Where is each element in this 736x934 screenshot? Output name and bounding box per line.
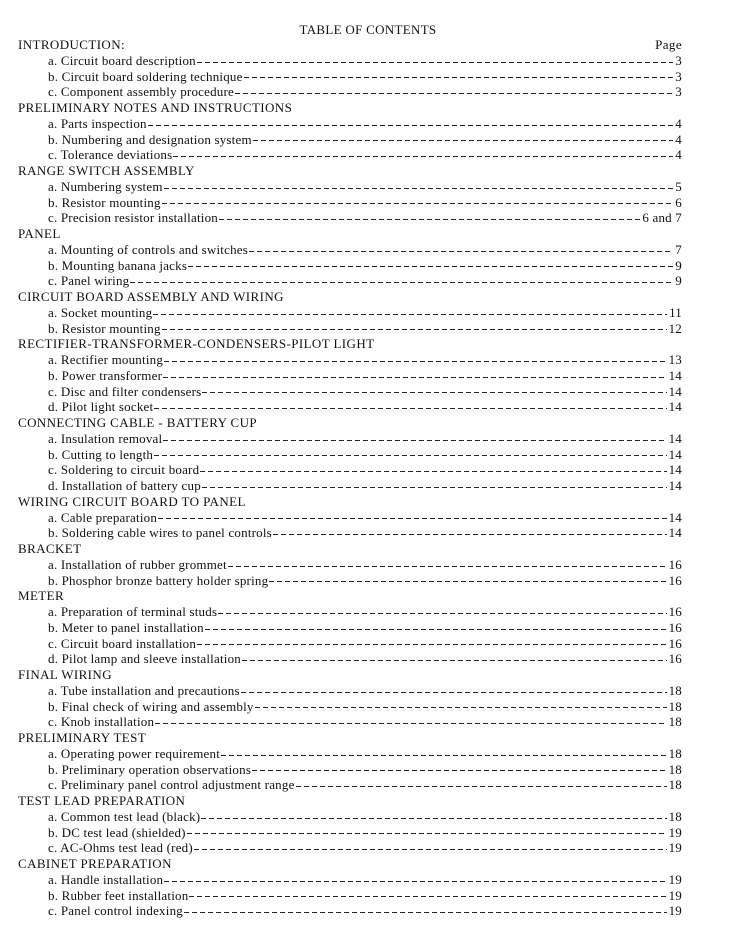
entry-label: c. AC-Ohms test lead (red) (48, 840, 193, 856)
entry-page-number: 3 (675, 52, 682, 68)
dash-leader (205, 629, 667, 630)
dash-leader (164, 188, 674, 189)
section-title: METER (18, 588, 65, 604)
toc-entry[interactable] (18, 195, 682, 211)
section-heading (18, 541, 682, 557)
dash-leader (194, 849, 667, 850)
dash-leader (201, 818, 666, 819)
entry-label: b. Soldering cable wires to panel controls (48, 525, 272, 541)
toc-entry[interactable] (18, 273, 682, 289)
entry-label: b. Phosphor bronze battery holder spring (48, 572, 269, 588)
dash-leader (235, 93, 673, 94)
toc-entry[interactable] (18, 69, 682, 85)
entry-label: c. Soldering to circuit board (48, 462, 200, 478)
dash-leader (202, 392, 666, 393)
entry-label: a. Mounting of controls and switches (48, 241, 249, 257)
entry-label: a. Rectifier mounting (48, 352, 164, 367)
toc-entry[interactable] (18, 352, 682, 368)
toc-entry[interactable] (18, 147, 682, 163)
entry-label: a. Cable preparation (48, 509, 158, 525)
entry-label: b. Preliminary operation observations (48, 761, 252, 777)
toc-entry[interactable] (18, 84, 682, 100)
entry-page-number: 18 (668, 808, 682, 824)
section-title: CIRCUIT BOARD ASSEMBLY AND WIRING (18, 289, 284, 304)
toc-entry[interactable] (18, 399, 682, 415)
section-title: BRACKET (18, 541, 82, 556)
entry-page-number: 7 (675, 241, 682, 257)
toc-entry[interactable] (18, 557, 682, 573)
entry-label: c. Panel control indexing (48, 903, 183, 919)
entry-page-number: 14 (668, 525, 682, 541)
toc-entry[interactable] (18, 447, 682, 463)
entry-label: a. Parts inspection (48, 115, 147, 131)
section-title: WIRING CIRCUIT BOARD TO PANEL (18, 493, 246, 509)
entry-page-number: 4 (675, 131, 682, 147)
toc-entry[interactable] (18, 462, 682, 478)
entry-page-number: 14 (668, 399, 682, 415)
entry-page-number: 18 (668, 761, 682, 777)
dash-leader (197, 62, 673, 63)
toc-entry[interactable] (18, 604, 682, 620)
dash-leader (221, 755, 667, 756)
toc-entry[interactable] (18, 872, 682, 888)
dash-leader (252, 770, 667, 771)
entry-page-number: 19 (668, 887, 682, 903)
toc-entry[interactable] (18, 746, 682, 762)
toc-entry[interactable] (18, 777, 682, 793)
section-heading (18, 667, 682, 683)
section-title: CONNECTING CABLE - BATTERY CUP (18, 415, 258, 430)
entry-label: b. Resistor mounting (48, 194, 161, 210)
dash-leader (154, 455, 666, 456)
page-column-header: Page (655, 37, 682, 52)
entry-page-number: 16 (668, 604, 682, 619)
entry-label: a. Handle installation (48, 871, 164, 887)
toc-entry[interactable] (18, 510, 682, 526)
dash-leader (163, 377, 666, 378)
section-heading (18, 793, 682, 809)
entry-label: a. Common test lead (black) (48, 808, 201, 824)
entry-label: c. Knob installation (48, 714, 155, 730)
toc-entry[interactable] (18, 809, 682, 825)
toc-entry[interactable] (18, 840, 682, 856)
toc-entry[interactable] (18, 384, 682, 400)
entry-label: d. Installation of battery cup (48, 478, 201, 493)
toc-entry[interactable] (18, 305, 682, 321)
entry-page-number: 16 (668, 635, 682, 651)
entry-page-number: 16 (668, 651, 682, 667)
section-title: CABINET PREPARATION (18, 856, 172, 871)
dash-leader (244, 77, 674, 78)
section-heading (18, 226, 682, 242)
entry-page-number: 18 (668, 682, 682, 698)
section-title: PRELIMINARY NOTES AND INSTRUCTIONS (18, 100, 293, 115)
dash-leader (130, 282, 673, 283)
dash-leader (189, 896, 666, 897)
toc-entry[interactable] (18, 368, 682, 384)
entry-label: b. Resistor mounting (48, 320, 161, 336)
dash-leader (228, 566, 667, 567)
dash-leader (241, 692, 667, 693)
dash-leader (162, 329, 667, 330)
dash-leader (158, 518, 667, 519)
entry-label: b. Cutting to length (48, 446, 154, 462)
toc-entry[interactable] (18, 179, 682, 195)
entry-label: c. Panel wiring (48, 273, 130, 289)
entry-label: a. Installation of rubber grommet (48, 556, 227, 572)
entry-page-number: 18 (668, 745, 682, 761)
toc-entry[interactable] (18, 636, 682, 652)
entry-label: a. Socket mounting (48, 304, 153, 320)
entry-page-number: 14 (668, 462, 682, 478)
entry-label: a. Circuit board description (48, 52, 196, 68)
dash-leader (153, 314, 667, 315)
entry-page-number: 13 (668, 352, 682, 367)
entry-page-number: 19 (668, 903, 682, 919)
dash-leader (200, 471, 666, 472)
toc-entry[interactable] (18, 903, 682, 919)
entry-label: b. Circuit board soldering technique (48, 68, 243, 84)
toc-entry[interactable] (18, 321, 682, 337)
entry-page-number: 19 (668, 824, 682, 840)
section-title: RANGE SWITCH ASSEMBLY (18, 163, 195, 178)
entry-label: b. Mounting banana jacks (48, 257, 188, 273)
section-heading (18, 494, 682, 510)
dash-leader (154, 408, 666, 409)
entry-page-number: 9 (675, 273, 682, 289)
dash-leader (218, 613, 666, 614)
entry-label: c. Disc and filter condensers (48, 383, 202, 399)
entry-label: b. Power transformer (48, 367, 163, 383)
dash-leader (296, 786, 667, 787)
entry-page-number: 14 (668, 478, 682, 493)
toc-entry[interactable] (18, 210, 682, 226)
dash-leader (188, 266, 673, 267)
entry-label: c. Circuit board installation (48, 635, 197, 651)
section-title: FINAL WIRING (18, 667, 112, 682)
entry-page-number: 14 (668, 446, 682, 462)
entry-page-number: 6 (675, 194, 682, 210)
toc-entry[interactable] (18, 116, 682, 132)
toc-entry[interactable] (18, 258, 682, 274)
dash-leader (148, 125, 674, 126)
dash-leader (155, 723, 666, 724)
entry-page-number: 16 (668, 619, 682, 635)
section-title: INTRODUCTION: (18, 37, 126, 52)
section-heading (18, 100, 682, 116)
dash-leader (249, 251, 673, 252)
entry-page-number: 18 (668, 714, 682, 730)
toc-entry[interactable] (18, 573, 682, 589)
toc-entry[interactable] (18, 620, 682, 636)
toc-entry[interactable] (18, 683, 682, 699)
entry-page-number: 19 (668, 840, 682, 856)
dash-leader (219, 219, 640, 220)
dash-leader (163, 440, 666, 441)
toc-entry[interactable] (18, 714, 682, 730)
entry-page-number: 9 (675, 257, 682, 273)
dash-leader (173, 156, 673, 157)
section-title: RECTIFIER-TRANSFORMER-CONDENSERS-PILOT LIGHT (18, 336, 375, 352)
entry-label: d. Pilot light socket (48, 399, 154, 415)
toc-entry[interactable] (18, 762, 682, 778)
entry-page-number: 14 (668, 509, 682, 525)
entry-page-number: 14 (668, 383, 682, 399)
entry-label: d. Pilot lamp and sleeve installation (48, 651, 241, 667)
dash-leader (197, 644, 667, 645)
entry-label: a. Preparation of terminal studs (48, 604, 218, 619)
entry-page-number: 12 (668, 320, 682, 336)
entry-page-number: 3 (675, 84, 682, 100)
dash-leader (253, 140, 674, 141)
entry-page-number: 18 (668, 698, 682, 714)
toc-entry[interactable] (18, 888, 682, 904)
dash-leader (269, 581, 666, 582)
entry-page-number: 18 (668, 777, 682, 793)
entry-page-number: 19 (668, 871, 682, 887)
toc-entry[interactable] (18, 242, 682, 258)
entry-label: b. Rubber feet installation (48, 887, 189, 903)
entry-page-number: 5 (675, 178, 682, 194)
entry-page-number: 16 (668, 572, 682, 588)
section-title: TEST LEAD PREPARATION (18, 793, 186, 808)
toc-entry[interactable] (18, 132, 682, 148)
entry-label: a. Operating power requirement (48, 745, 221, 761)
toc-entry[interactable] (18, 825, 682, 841)
section-title: PANEL (18, 226, 61, 241)
toc-entry[interactable] (18, 525, 682, 541)
entry-label: a. Tube installation and precautions (48, 682, 240, 698)
toc-entry[interactable] (18, 431, 682, 447)
entry-label: b. Numbering and designation system (48, 131, 252, 147)
entry-label: b. Meter to panel installation (48, 619, 204, 635)
section-heading (18, 336, 682, 352)
dash-leader (164, 361, 667, 362)
entry-label: a. Numbering system (48, 178, 163, 194)
entry-page-number: 6 and 7 (642, 210, 682, 226)
section-heading (18, 588, 682, 604)
section-heading (18, 163, 682, 179)
dash-leader (184, 912, 667, 913)
entry-page-number: 4 (675, 147, 682, 163)
entry-page-number: 14 (668, 367, 682, 383)
entry-label: b. Final check of wiring and assembly (48, 698, 254, 714)
entry-page-number: 11 (669, 304, 682, 320)
entry-label: b. DC test lead (shielded) (48, 824, 186, 840)
toc-entry[interactable] (18, 651, 682, 667)
dash-leader (162, 203, 674, 204)
toc-entry[interactable] (18, 699, 682, 715)
section-heading (18, 730, 682, 746)
section-heading (18, 415, 682, 431)
entry-page-number: 14 (668, 430, 682, 446)
entry-page-number: 4 (675, 115, 682, 131)
section-heading (18, 856, 682, 872)
dash-leader (273, 534, 667, 535)
toc-entry[interactable] (18, 53, 682, 69)
dash-leader (202, 487, 667, 488)
section-title: PRELIMINARY TEST (18, 730, 147, 745)
dash-leader (255, 707, 667, 708)
dash-leader (164, 881, 666, 882)
entry-label: c. Preliminary panel control adjustment range (48, 777, 295, 793)
entry-page-number: 3 (675, 68, 682, 84)
section-heading (18, 289, 682, 305)
toc-entry[interactable] (18, 478, 682, 494)
entry-label: a. Insulation removal (48, 430, 163, 446)
table-of-contents (18, 37, 682, 919)
entry-label: c. Component assembly procedure (48, 84, 234, 100)
section-heading (18, 37, 682, 53)
page-title: TABLE OF CONTENTS (299, 22, 437, 37)
dash-leader (242, 660, 667, 661)
entry-page-number: 16 (668, 556, 682, 572)
entry-label: c. Tolerance deviations (48, 147, 173, 163)
dash-leader (187, 833, 667, 834)
entry-label: c. Precision resistor installation (48, 210, 218, 226)
